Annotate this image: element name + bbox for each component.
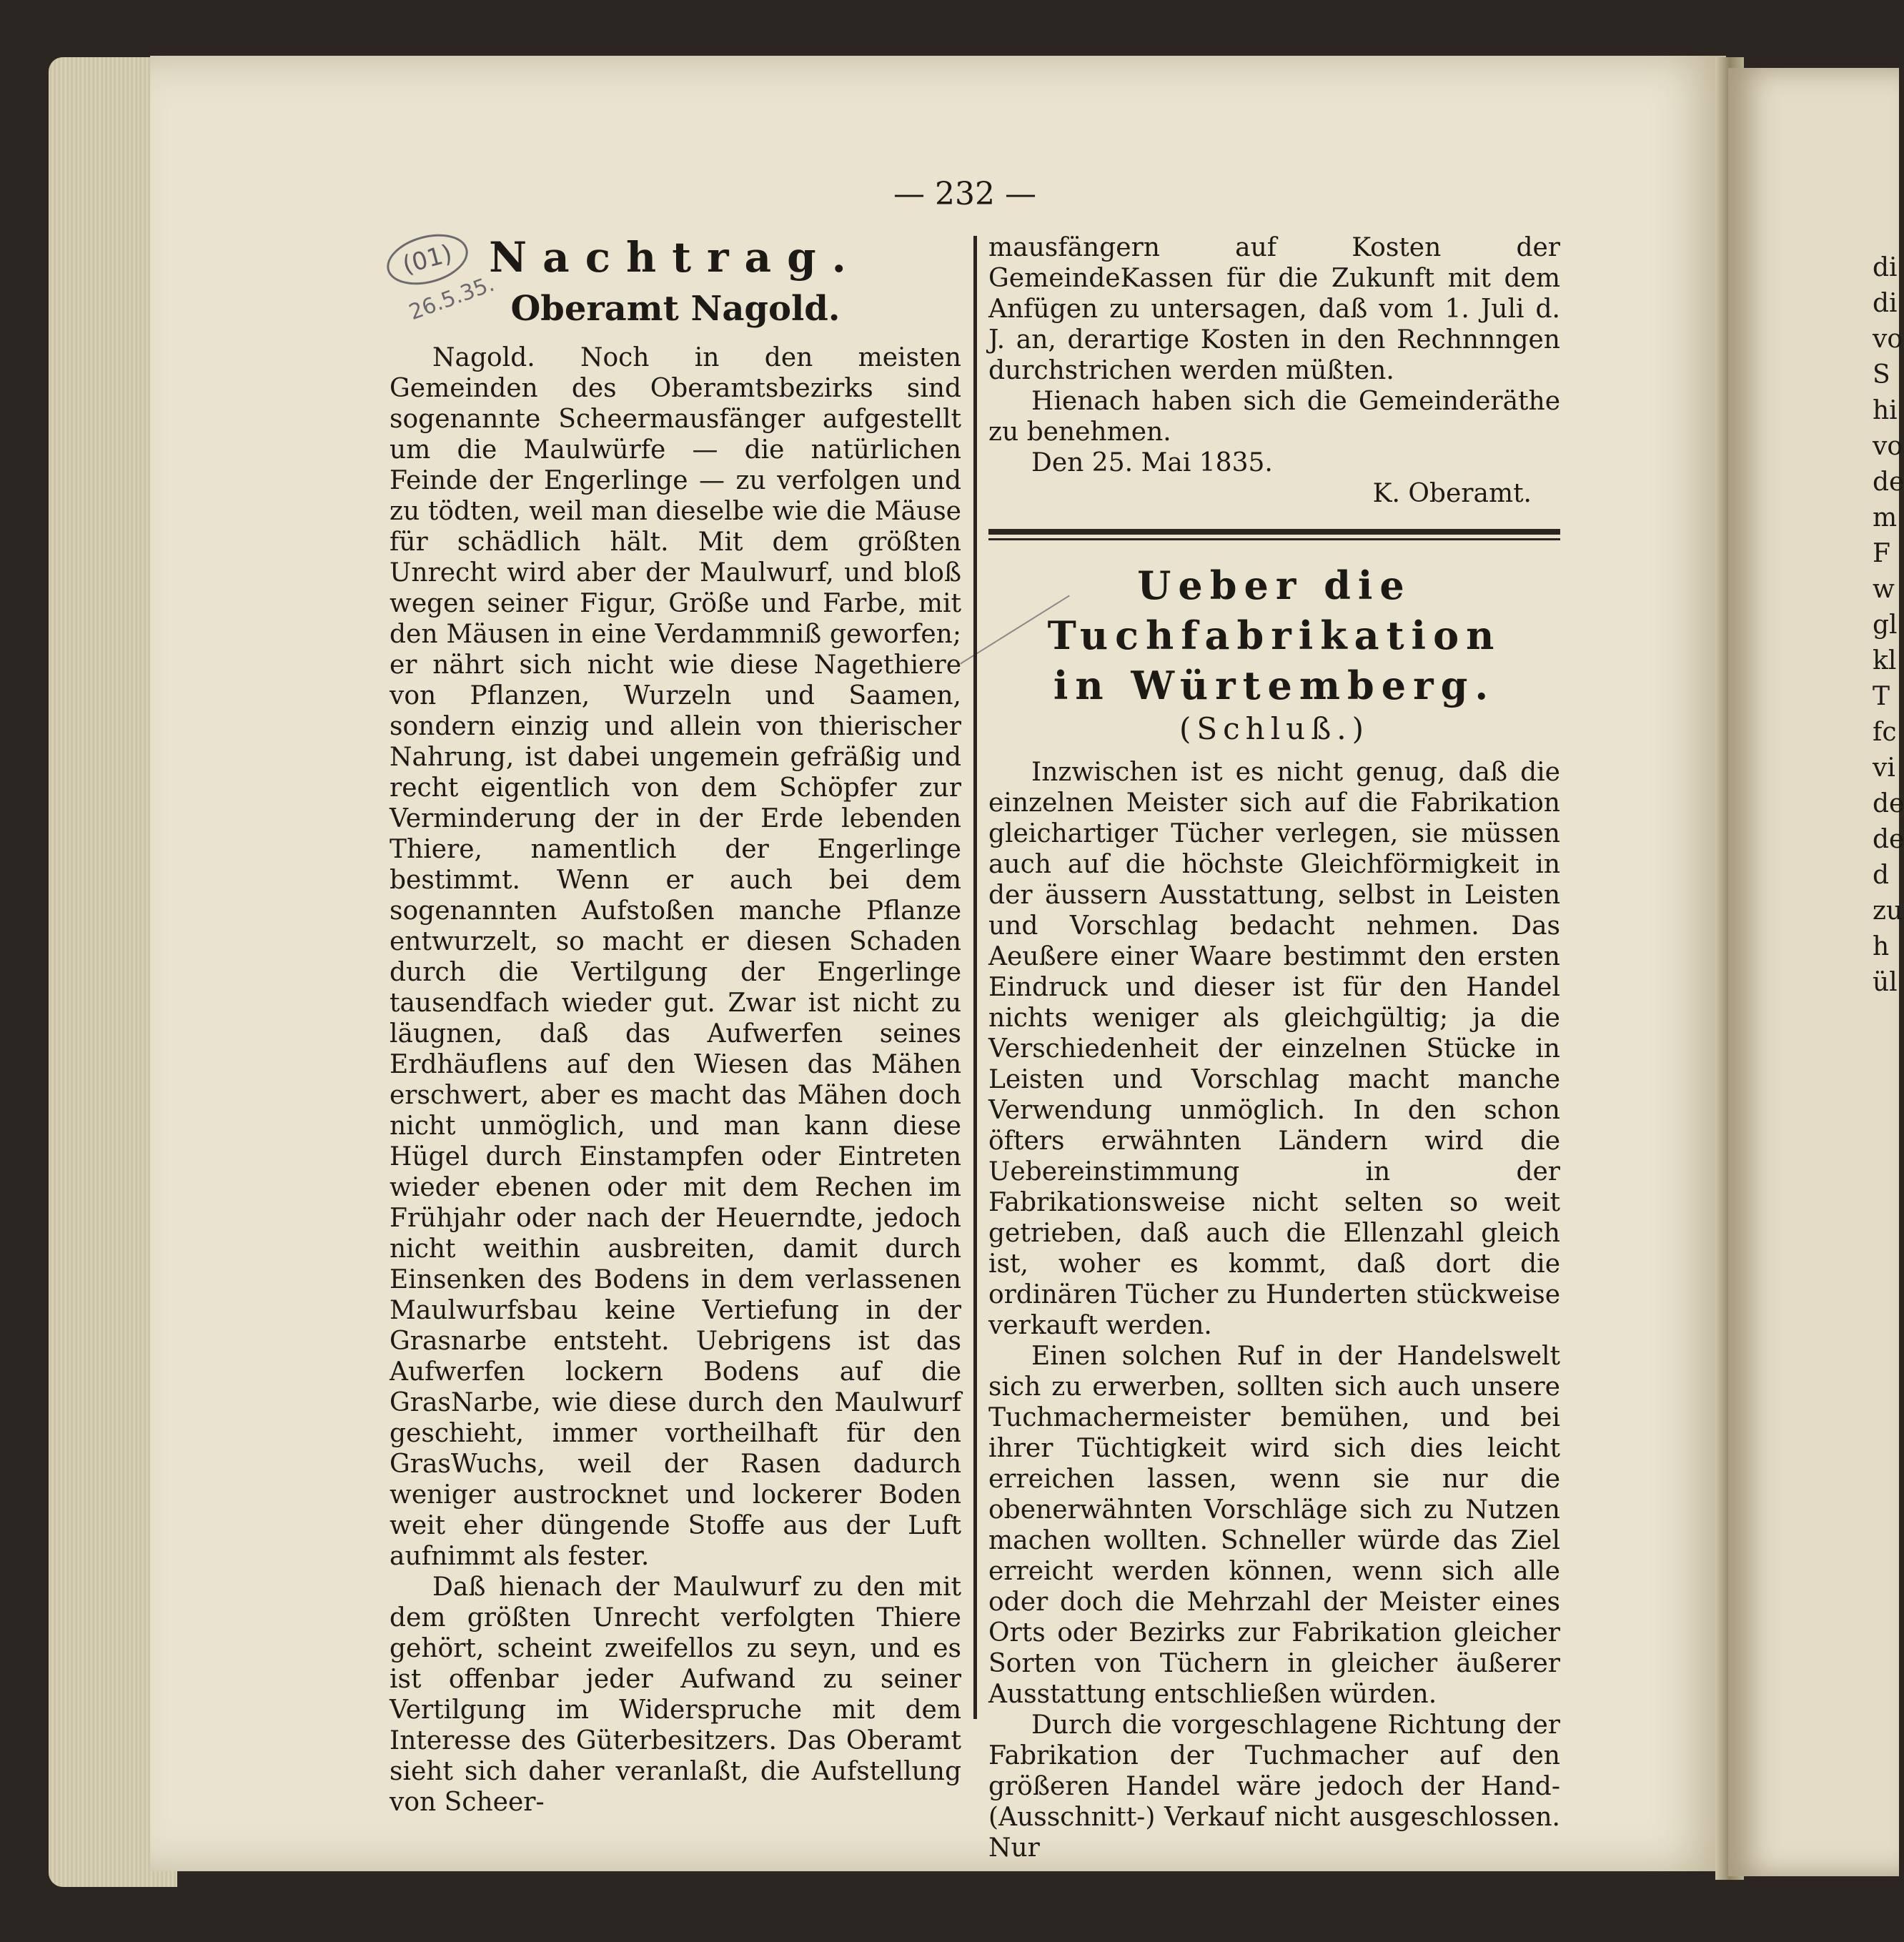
article-paragraph: Durch die vorgeschlagene Richtung der Fabrikation der Tuchmacher auf den größeren Handel wäre jedoch der Hand- (Ausschnitt-) Verkauf nicht ausgeschlossen. Nur	[988, 1710, 1560, 1863]
facing-page-fragment: h	[1873, 932, 1890, 961]
article-paragraph: Inzwischen ist es nicht genug, daß die einzelnen Meister sich auf die Fabrikation gleichartiger Tücher verlegen, sie müssen auch auf die höchste Gleichförmigkeit in der äussern Ausstattung, selbst in Leisten und Vorschlag bedacht nehmen. Das Aeußere einer Waare bestimmt den ersten Eindruck und dieser ist für den Handel nichts weniger als gleichgültig; ja die Verschiedenheit der einzelnen Stücke in Leisten und Vorschlag macht manche Verwendung unmöglich. In den schon öfters erwähnten Ländern wird die Uebereinstimmung in der Fabrikationsweise nicht selten so weit getrieben, daß auch die Ellenzahl gleich ist, woher es kommt, daß dort die ordinären Tücher zu Hunderten stückweise verkauft werden.	[988, 758, 1560, 1340]
section-heading: Nachtrag.	[489, 233, 862, 282]
separator-thin-rule	[988, 538, 1560, 540]
closing-paragraph: Hienach haben sich die Gemeinderäthe zu benehmen.	[988, 387, 1560, 447]
library-stamp: (01)	[381, 226, 473, 293]
article-paragraph: Einen solchen Ruf in der Handelswelt sich zu erwerben, sollten sich auch unsere Tuchmachermeister bemühen, und bei ihrer Tüchtigkeit wird sich dies leicht erreichen lassen, wenn sie nur die obenerwähnten Vorschläge sich zu Nutzen machen wollten. Schneller würde das Ziel erreicht werden können, wenn sich alle oder doch die Mehrzahl der Meister eines Orts oder Bezirks zur Fabrikation gleicher Sorten von Tüchern in gleicher äußerer Ausstattung entschließen würden.	[988, 1342, 1560, 1709]
facing-page-fragment: kl	[1873, 646, 1897, 675]
facing-page-fragment: ül	[1873, 968, 1898, 997]
facing-page-fragment: hi	[1873, 396, 1898, 425]
facing-page-fragment: S	[1873, 360, 1890, 390]
notice-signature: K. Oberamt.	[1372, 479, 1532, 508]
facing-page-fragment: di	[1873, 289, 1898, 318]
facing-page-fragment: d	[1873, 861, 1890, 890]
article-subtitle: (Schluß.)	[1179, 711, 1369, 746]
facing-page-fragment: m	[1873, 503, 1898, 532]
facing-page-fragment: di	[1873, 253, 1898, 282]
article-title: Ueber die Tuchfabrikation	[1047, 563, 1502, 658]
facing-page-fragment: T	[1873, 682, 1890, 711]
continued-paragraph: mausfängern auf Kosten der GemeindeKassen für die Zukunft mit dem Anfügen zu untersagen, daß vom 1. Juli d. J. an, derartige Kosten in den Rechnnngen durchstrichen werden müßten.	[988, 233, 1560, 385]
facing-page-fragment: fc	[1873, 718, 1897, 747]
facing-page-fragment: zu	[1873, 896, 1903, 926]
notice-date: Den 25. Mai 1835.	[1031, 448, 1273, 477]
article-paragraph: Nagold. Noch in den meisten Gemeinden des Oberamtsbezirks sind sogenannte Scheermausfänger aufgestellt um die Maulwürfe — die natürlichen Feinde der Engerlinge — zu verfolgen und zu tödten, weil man dieselbe wie die Mäuse für schädlich hält. Mit dem größten Unrecht wird aber der Maulwurf, und bloß wegen seiner Figur, Größe und Farbe, mit den Mäusen in eine Verdammniß geworfen; er nährt sich nicht wie diese Nagethiere von Pflanzen, Wurzeln und Saamen, sondern einzig und allein von thierischer Nahrung, ist dabei ungemein gefräßig und recht eigentlich von dem Schöpfer zur Verminderung der in der Erde lebenden Thiere, namentlich der Engerlinge bestimmt. Wenn er auch bei dem sogenannten Aufstoßen manche Pflanze entwurzelt, so macht er diesen Schaden durch die Vertilgung der Engerlinge tausendfach wieder gut. Zwar ist nicht zu läugnen, daß das Aufwerfen seines Erdhäuflens auf den Wiesen das Mähen erschwert, aber es macht das Mähen doch nicht unmöglich, und man kann diese Hügel durch Einstampfen oder Eintreten wieder ebenen oder mit dem Rechen im Frühjahr oder nach der Heuerndte, jedoch nicht weithin ausbreiten, damit durch Einsenken des Bodens in dem verlassenen Maulwurfsbau keine Vertiefung in der Grasnarbe entsteht. Uebrigens ist das Aufwerfen lockern Bodens auf die GrasNarbe, wie diese durch den Maulwurf geschieht, immer vortheilhaft für den GrasWuchs, weil der Rasen dadurch weniger austrocknet und lockerer Boden weit eher düngende Stoffe aus der Luft aufnimmt als fester.	[390, 343, 961, 1571]
page-number: — 232 —	[893, 176, 1036, 212]
article-title-line-2: in Würtemberg.	[1053, 663, 1496, 708]
facing-page-fragment: de	[1873, 789, 1904, 818]
article-paragraph: Daß hienach der Maulwurf zu den mit dem größten Unrecht verfolgten Thiere gehört, scheint zweifellos zu seyn, und es ist offenbar jeder Aufwand zu seiner Vertilgung im Widerspruche mit dem Interesse des Güterbesitzers. Das Oberamt sieht sich daher veranlaßt, die Aufstellung von Scheer-	[390, 1572, 961, 1817]
separator-thick-rule	[988, 529, 1560, 535]
section-separator	[988, 529, 1560, 540]
section-subheading: Oberamt Nagold.	[510, 289, 841, 329]
pencil-date-annotation: 26.5.35.	[405, 271, 498, 326]
column-divider	[973, 236, 977, 1719]
facing-page-fragment: gl	[1873, 610, 1898, 640]
left-column	[390, 232, 961, 1818]
facing-page-fragment: de	[1873, 467, 1904, 497]
facing-page-fragment: de	[1873, 825, 1904, 854]
facing-page-fragment: w	[1873, 575, 1895, 604]
facing-page-fragment: F	[1873, 539, 1890, 568]
facing-page-text-fragments	[1873, 250, 1904, 1001]
facing-page-fragment: vo	[1873, 325, 1903, 354]
facing-page-fragment: vo	[1873, 432, 1903, 461]
facing-page-fragment: vi	[1873, 753, 1895, 783]
right-column	[988, 232, 1560, 1863]
